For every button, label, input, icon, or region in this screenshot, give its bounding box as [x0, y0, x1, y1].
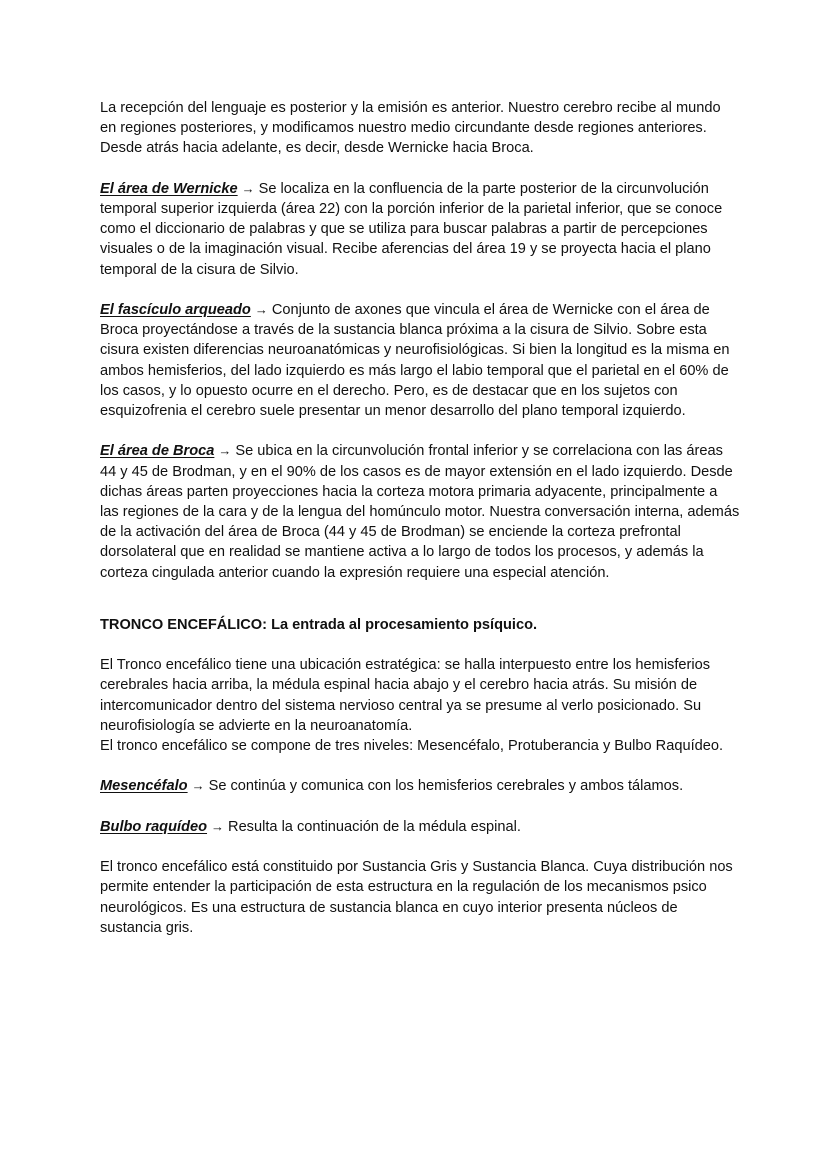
mesencefalo-text: Se continúa y comunica con los hemisferios cerebrales y ambos tálamos.	[208, 778, 684, 795]
arrow-icon: →	[211, 818, 225, 834]
tronco-paragraph-1: El Tronco encefálico tiene una ubicación estratégica: se halla interpuesto entre los hemisferios cerebrales hacia arriba, la médula espinal hacia abajo y el cerebro hacia atrás. Su misión de intercomunicador dentro del sistema nervioso central ya se presume al verlo posicionado. Su neurofisiología se advierte en la neuroanatomía.	[100, 657, 711, 734]
broca-term: El área de Broca	[100, 443, 215, 460]
spacer	[100, 159, 740, 179]
arrow-icon: →	[241, 180, 255, 196]
mesencefalo-term: Mesencéfalo	[100, 778, 188, 795]
spacer	[100, 756, 740, 776]
document-body	[100, 98, 740, 938]
bulbo-text: Resulta la continuación de la médula espinal.	[228, 818, 521, 835]
spacer	[100, 280, 740, 300]
intro-paragraph: La recepción del lenguaje es posterior y la emisión es anterior. Nuestro cerebro recibe al mundo en regiones posteriores, y modificamos nuestro medio circundante desde regiones anteriores. Desde atrás hacia adelante, es decir, desde Wernicke hacia Broca.	[100, 100, 721, 157]
arrow-icon: →	[218, 443, 232, 459]
spacer	[100, 797, 740, 817]
arrow-icon: →	[191, 778, 205, 794]
arrow-icon: →	[254, 302, 268, 317]
spacer	[100, 837, 740, 857]
fasciculo-term: El fascículo arqueado	[100, 302, 251, 318]
fasciculo-paragraph	[100, 300, 740, 421]
section-heading: TRONCO ENCEFÁLICO: La entrada al procesamiento psíquico.	[100, 616, 538, 633]
wernicke-text: Se localiza en la confluencia de la parte posterior de la circunvolución temporal superior izquierda (área 22) con la porción inferior de la parietal inferior, que se conoce como el diccionario de palabras y que se utiliza para buscar palabras a partir de percepciones visuales o de la imaginación visual. Recibe aferencias del área 19 y se proyecta hacia el plano temporal de la cisura de Silvio.	[100, 180, 723, 278]
fasciculo-text: Conjunto de axones que vincula el área de Wernicke con el área de Broca proyectándose a través de la sustancia blanca próxima a la cisura de Silvio. Sobre esta cisura existen diferencias neuroanatómicas y neurofisiológicas. Si bien la longitud es la misma en ambos hemisferios, del lado izquierdo es más largo el labio temporal que el parietal en el 60% de los casos, y lo opuesto ocurre en el derecho. Pero, es de destacar que en los sujetos con esquizofrenia el cerebro suele presentar un menor desarrollo del plano temporal izquierdo.	[100, 302, 730, 420]
wernicke-paragraph	[100, 179, 740, 280]
spacer	[100, 635, 740, 655]
spacer	[100, 421, 740, 441]
broca-paragraph	[100, 441, 740, 582]
bulbo-paragraph	[100, 817, 740, 837]
wernicke-term: El área de Wernicke	[100, 180, 238, 197]
closing-paragraph: El tronco encefálico está constituido por Sustancia Gris y Sustancia Blanca. Cuya distribución nos permite entender la participación de esta estructura en la regulación de los mecanismos psico neurológicos. Es una estructura de sustancia blanca en cuyo interior presenta núcleos de sustancia gris.	[100, 859, 733, 936]
mesencefalo-paragraph	[100, 776, 740, 796]
bulbo-term: Bulbo raquídeo	[100, 818, 208, 835]
broca-text: Se ubica en la circunvolución frontal inferior y se correlaciona con las áreas 44 y 45 de Brodman, y en el 90% de los casos es de mayor extensión en el lado izquierdo. Desde dichas áreas parten proyecciones hacia la corteza motora primaria adyacente, principalmente a las regiones de la cara y de la lengua del homúnculo motor. Nuestra conversación interna, además de la activación del área de Broca (44 y 45 de Brodman) se enciende la corteza prefrontal dorsolateral que en realidad se mantiene activa a lo largo de todos los procesos, y además la corteza cingulada anterior cuando la expresión requiere una especial atención.	[100, 443, 740, 581]
tronco-paragraph-2: El tronco encefálico se compone de tres niveles: Mesencéfalo, Protuberancia y Bulbo Raquídeo.	[100, 738, 724, 755]
spacer	[100, 583, 740, 615]
